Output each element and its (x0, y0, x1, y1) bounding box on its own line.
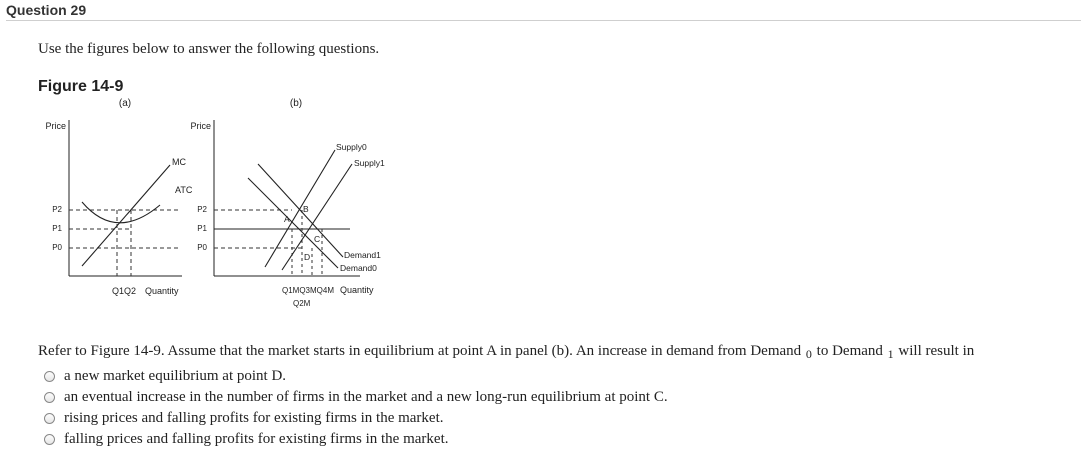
question-header: Question 29 (6, 2, 1081, 21)
prompt-part-2: to Demand (816, 343, 883, 359)
atc-curve (82, 202, 160, 223)
answer-option[interactable] (44, 408, 668, 429)
answer-option[interactable] (44, 429, 668, 450)
supply0-label: Supply0 (336, 142, 367, 152)
answer-option[interactable] (44, 366, 668, 387)
point-c-label: C (314, 234, 321, 244)
demand0-label: Demand0 (340, 263, 377, 273)
panel-a (45, 98, 192, 296)
supply1-label: Supply1 (354, 158, 385, 168)
demand0-curve (248, 178, 338, 268)
panel-b-price-label: P1 (197, 224, 207, 233)
atc-label: ATC (175, 185, 193, 195)
answer-option-label[interactable]: a new market equilibrium at point D. (64, 368, 287, 384)
panel-b-y-axis-label: Price (190, 121, 211, 131)
instruction-text: Use the figures below to answer the following questions. (38, 41, 380, 57)
mc-curve (82, 165, 170, 266)
figure-title: Figure 14-9 (38, 78, 124, 95)
answer-options (44, 366, 668, 450)
prompt-part-1: Refer to Figure 14-9. Assume that the market starts in equilibrium at point A in panel (b). An increase in demand from Demand (38, 343, 802, 359)
panel-a-y-axis-label: Price (45, 121, 66, 131)
mc-label: MC (172, 157, 186, 167)
panel-b-label: (b) (289, 98, 303, 109)
demand1-label: Demand1 (344, 250, 381, 260)
question-prompt (38, 343, 974, 362)
radio-button[interactable] (44, 371, 55, 382)
figure-14-9 (0, 92, 420, 322)
prompt-sub-0: 0 (805, 347, 812, 361)
panel-a-price-label: P1 (52, 224, 62, 233)
answer-option-label[interactable]: an eventual increase in the number of firms in the market and a new long-run equilibrium at point C. (64, 389, 668, 405)
panel-b (190, 98, 385, 308)
radio-button[interactable] (44, 413, 55, 424)
panel-a-q-labels: Q1Q2 (112, 286, 137, 296)
answer-option-label[interactable]: falling prices and falling profits for existing firms in the market. (64, 431, 449, 447)
answer-option[interactable] (44, 387, 668, 408)
panel-a-x-axis-label: Quantity (145, 286, 179, 296)
panel-a-label: (a) (118, 98, 132, 109)
supply0-curve (265, 150, 335, 267)
panel-b-q-labels: Q1MQ3MQ4M (282, 286, 335, 295)
panel-b-price-label: P2 (197, 205, 207, 214)
point-a-label: A (284, 214, 290, 224)
panel-a-price-label: P0 (52, 243, 62, 252)
panel-b-q2-label: Q2M (293, 299, 311, 308)
prompt-part-3: will result in (898, 343, 975, 359)
point-b-label: B (303, 204, 309, 214)
radio-button[interactable] (44, 392, 55, 403)
panel-b-price-label: P0 (197, 243, 207, 252)
answer-option-label[interactable]: rising prices and falling profits for existing firms in the market. (64, 410, 444, 426)
point-d-label: D (304, 252, 311, 262)
radio-button[interactable] (44, 434, 55, 445)
panel-b-x-axis-label: Quantity (340, 285, 374, 295)
prompt-sub-1: 1 (887, 347, 894, 361)
panel-a-price-label: P2 (52, 205, 62, 214)
